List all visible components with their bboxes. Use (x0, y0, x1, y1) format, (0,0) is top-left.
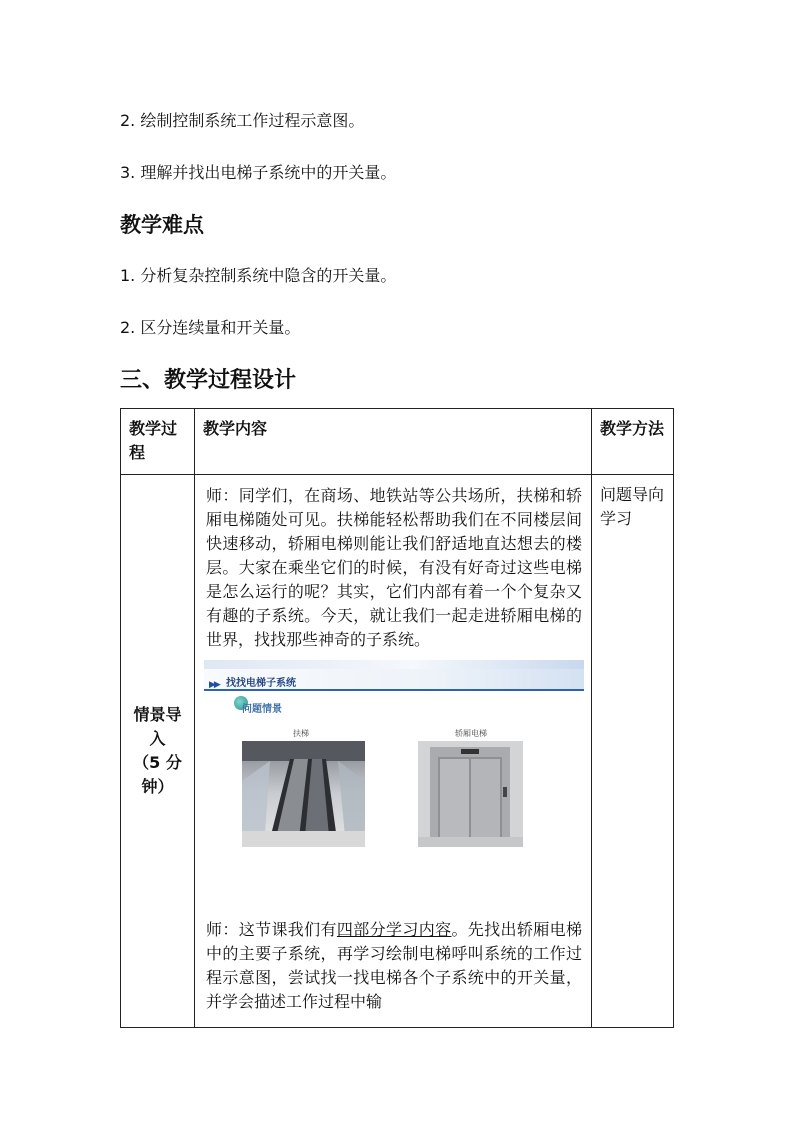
lesson-table (120, 408, 674, 1028)
goal-item-2: 2. 绘制控制系统工作过程示意图。 (120, 111, 365, 130)
header-process: 教学过程 (121, 409, 195, 475)
stage-name: 情景导入 (133, 705, 182, 748)
slide-label-escalator: 扶梯 (293, 729, 309, 738)
difficulty-item-1: 1. 分析复杂控制系统中隐含的开关量。 (120, 266, 397, 285)
outline-suffix: 。先找出轿厢电梯中的主要子系统，再学习绘制电梯呼叫系统的工作过程示意图，尝试找一找电梯各个子系统中的开关量，并学会描述工作过程中输 (206, 920, 582, 1011)
table-row (121, 475, 674, 1028)
content-cell (195, 475, 592, 1028)
slide-subtitle: 问题情景 (242, 704, 282, 715)
slide-label-elevator: 轿厢电梯 (455, 729, 487, 738)
stage-duration: （5 分钟） (133, 753, 182, 796)
stage-cell (121, 475, 195, 1028)
double-arrow-icon: ▶▶ (209, 680, 219, 690)
method-cell: 问题导向学习 (592, 475, 674, 1028)
slide-image (204, 660, 584, 878)
difficulties-heading: 教学难点 (120, 213, 204, 237)
escalator-photo (242, 741, 365, 847)
outline-underlined-text: 四部分学习内容 (336, 920, 452, 939)
difficulty-item-2: 2. 区分连续量和开关量。 (120, 318, 301, 337)
outline-prefix: 师：这节课我们有 (206, 920, 337, 939)
table-header-row (121, 409, 674, 475)
goal-item-3: 3. 理解并找出电梯子系统中的开关量。 (120, 163, 397, 182)
teacher-intro-paragraph: 师：同学们，在商场、地铁站等公共场所，扶梯和轿厢电梯随处可见。扶梯能轻松帮助我们在不同楼层间快速移动，轿厢电梯则能让我们舒适地直达想去的楼层。大家在乘坐它们的时候，有没有好奇过这些电梯是怎么运行的呢？其实，它们内部有着一个个复杂又有趣的子系统。今天，就让我们一起走进轿厢电梯的世界，找找那些神奇的子系统。 (206, 486, 582, 649)
process-heading: 三、教学过程设计 (120, 368, 297, 393)
teacher-outline-paragraph (206, 918, 582, 1014)
header-content: 教学内容 (195, 409, 592, 475)
header-method: 教学方法 (592, 409, 674, 475)
elevator-photo (418, 741, 523, 847)
slide-title: 找找电梯子系统 (226, 678, 296, 689)
